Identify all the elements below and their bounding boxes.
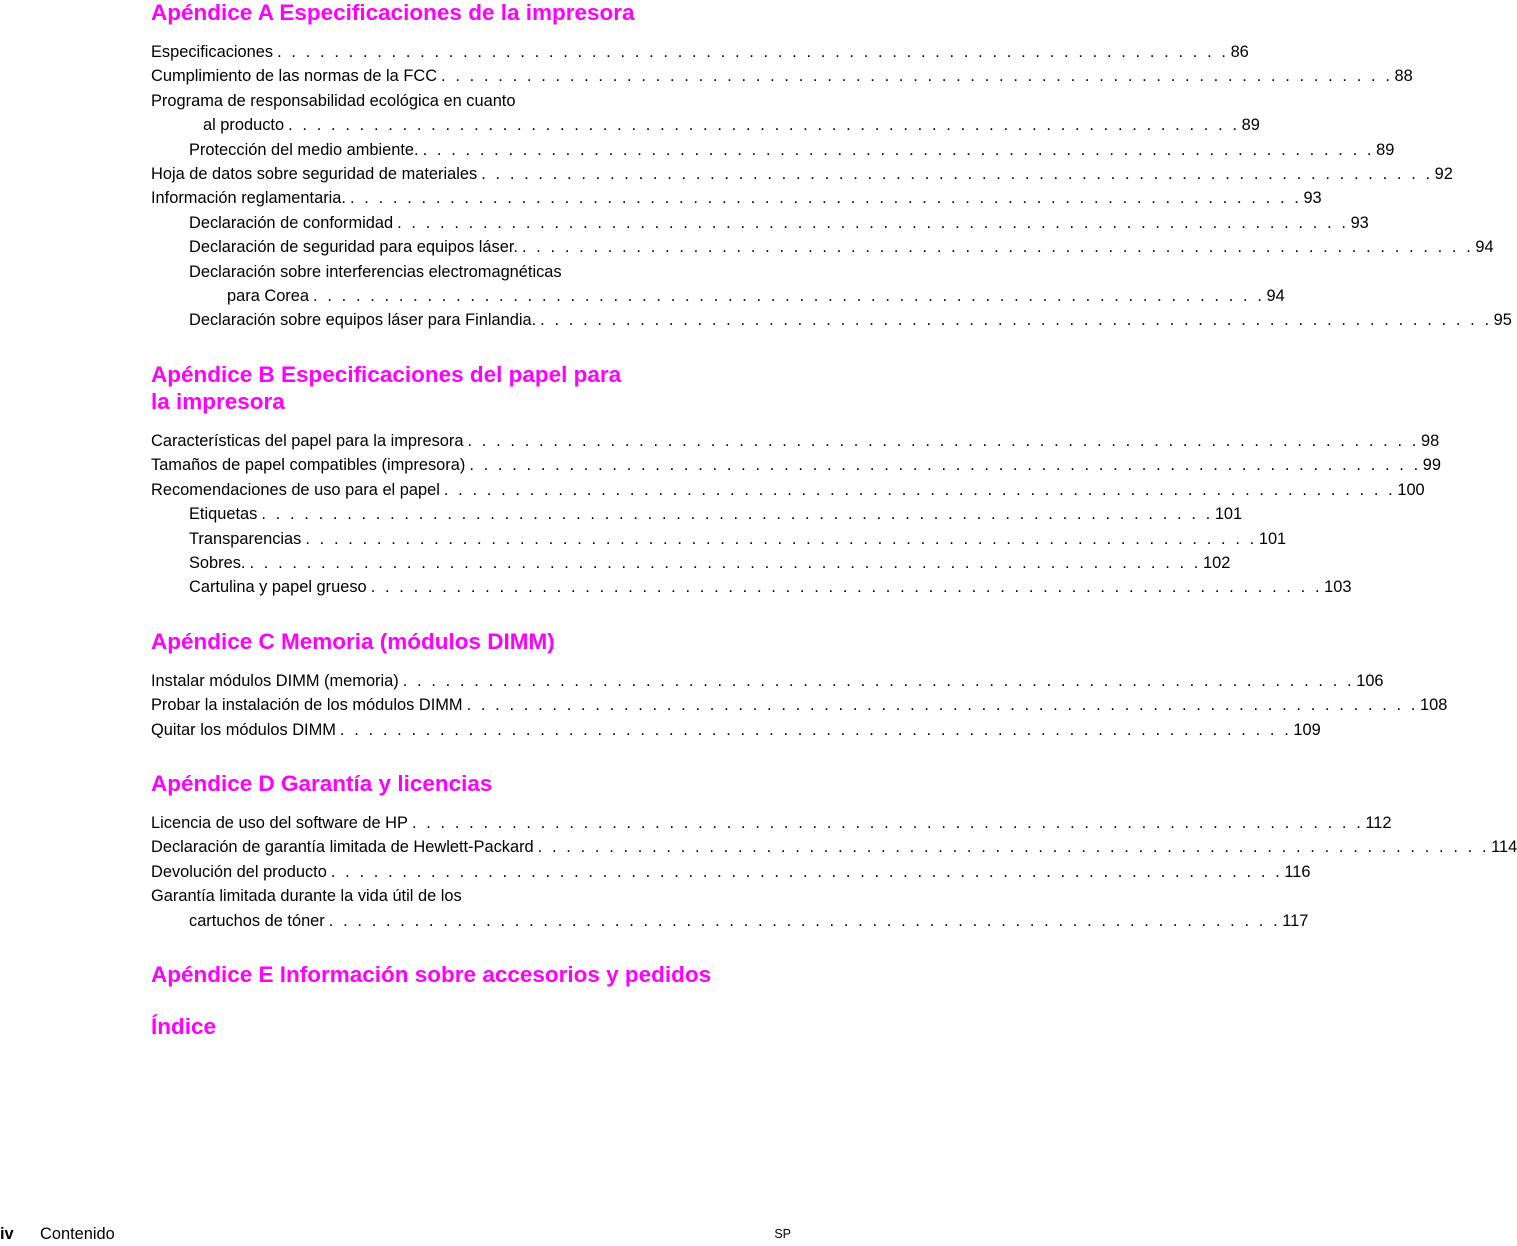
toc-section-index	[151, 1013, 778, 1040]
entry-page: 108	[1420, 696, 1448, 715]
dot-leader: . . . . . . . . . . . . . . . . . . . . . . . . . . . . . . . . . . . . . . . . . . . . . . . . . . . . . . . . . . . . . . . . . . .	[288, 116, 1240, 135]
entry-title: Quitar los módulos DIMM	[151, 720, 336, 739]
dot-leader: . . . . . . . . . . . . . . . . . . . . . . . . . . . . . . . . . . . . . . . . . . . . . . . . . . . . . . . . . . . . . . . . . . .	[370, 578, 1323, 597]
toc-entry	[151, 89, 778, 113]
dot-leader: . . . . . . . . . . . . . . . . . . . . . . . . . . . . . . . . . . . . . . . . . . . . . . . . . . . . . . . . . . . . . . . . . . .	[397, 213, 1349, 232]
entry-title: Etiquetas	[189, 505, 258, 524]
dot-leader: . . . . . . . . . . . . . . . . . . . . . . . . . . . . . . . . . . . . . . . . . . . . . . . . . . . . . . . . . . . . . . . . . . .	[277, 43, 1229, 61]
entry-page: 116	[1284, 862, 1311, 881]
entry-page: 101	[1214, 505, 1243, 524]
toc-entry[interactable]	[151, 308, 1512, 332]
dot-leader: . . . . . . . . . . . . . . . . . . . . . . . . . . . . . . . . . . . . . . . . . . . . . . . . . . . . . . . . . . . . . . . . . . .	[443, 480, 1396, 499]
entry-page: 89	[1376, 140, 1395, 159]
entry-title: Devolución del producto	[151, 862, 327, 881]
dot-leader: . . . . . . . . . . . . . . . . . . . . . . . . . . . . . . . . . . . . . . . . . . . . . . . . . . . . . . . . . . . . . . . . . . .	[481, 165, 1433, 184]
section-heading	[151, 628, 778, 655]
toc-entry[interactable]	[151, 909, 1309, 933]
entry-page: 100	[1397, 480, 1425, 499]
entry-title: Recomendaciones de uso para el papel	[151, 480, 440, 499]
toc-entries	[151, 811, 1517, 933]
toc-entry[interactable]	[151, 453, 1442, 477]
dot-leader: . . . . . . . . . . . . . . . . . . . . . . . . . . . . . . . . . . . . . . . . . . . . . . . . . . . . . . . . . . . . . . . . . . .	[402, 671, 1355, 690]
toc-entry[interactable]	[151, 284, 1285, 308]
entry-title: Características del papel para la impresora	[151, 431, 464, 450]
entry-page: 103	[1324, 578, 1352, 597]
entry-title: Declaración de conformidad	[189, 213, 394, 232]
footer-page-number: iv	[0, 1225, 14, 1243]
section-heading[interactable]	[151, 1013, 778, 1040]
toc-entry[interactable]	[151, 811, 1392, 835]
toc-entry[interactable]	[151, 235, 1494, 259]
dot-leader: . . . . . . . . . . . . . . . . . . . . . . . . . . . . . . . . . . . . . . . . . . . . . . . . . . . . . . . . . . . . . . . . . . .	[537, 838, 1490, 857]
entry-title: Licencia de uso del software de HP	[151, 813, 408, 832]
heading-line: Apéndice B Especificaciones del papel para	[151, 361, 622, 387]
entry-title: Programa de responsabilidad ecológica en cuanto	[151, 91, 516, 110]
toc-entry[interactable]	[151, 429, 1440, 453]
toc-entry[interactable]	[151, 138, 1395, 162]
entry-page: 94	[1475, 238, 1494, 257]
entry-title: al producto	[203, 116, 285, 135]
entry-title: Instalar módulos DIMM (memoria)	[151, 671, 399, 690]
toc-entry[interactable]	[151, 40, 1249, 64]
toc-entry	[151, 884, 778, 908]
dot-leader: . . . . . . . . . . . . . . . . . . . . . . . . . . . . . . . . . . . . . . . . . . . . . . . . . . . . . . . . . . . . . . . . . . .	[328, 911, 1281, 930]
heading-line: Apéndice C Memoria (módulos DIMM)	[151, 628, 555, 654]
toc-entry[interactable]	[151, 718, 1321, 742]
entry-page: 117	[1282, 911, 1309, 930]
toc-entry[interactable]	[151, 502, 1243, 526]
entry-title: Declaración de seguridad para equipos láser.	[189, 238, 518, 257]
section-heading[interactable]	[151, 961, 778, 988]
entry-title: Cumplimiento de las normas de la FCC	[151, 67, 438, 86]
entry-page: 109	[1293, 720, 1321, 739]
toc-entry[interactable]	[151, 211, 1369, 235]
entry-page: 101	[1258, 529, 1287, 548]
dot-leader: . . . . . . . . . . . . . . . . . . . . . . . . . . . . . . . . . . . . . . . . . . . . . . . . . . . . . . . . . . . . . . . . . . .	[422, 140, 1375, 159]
entry-page: 98	[1420, 431, 1440, 450]
toc-entries	[151, 40, 1512, 333]
entry-title: Información reglamentaria.	[151, 189, 346, 208]
toc-entry[interactable]	[151, 64, 1413, 88]
entry-page: 102	[1202, 553, 1231, 572]
section-heading	[151, 770, 778, 797]
entry-page: 86	[1230, 43, 1249, 61]
entry-page: 106	[1356, 671, 1384, 690]
entry-title: para Corea	[227, 287, 310, 306]
entry-title: Probar la instalación de los módulos DIMM	[151, 696, 463, 715]
section-heading	[151, 361, 778, 415]
toc-entry[interactable]	[151, 835, 1517, 859]
footer-language: SP	[774, 1227, 791, 1241]
toc-entry[interactable]	[151, 693, 1448, 717]
heading-line: la impresora	[151, 388, 285, 414]
dot-leader: . . . . . . . . . . . . . . . . . . . . . . . . . . . . . . . . . . . . . . . . . . . . . . . . . . . . . . . . . . . . . . . . . . .	[469, 456, 1421, 475]
toc-entry[interactable]	[151, 669, 1384, 693]
toc-entries	[151, 429, 1442, 600]
entry-title: Declaración sobre equipos láser para Finlandia.	[189, 311, 537, 330]
entry-page: 95	[1493, 311, 1512, 330]
entry-title: Hoja de datos sobre seguridad de materiales	[151, 165, 478, 184]
toc-section-c	[151, 628, 1448, 742]
heading-line: Apéndice A Especificaciones de la impresora	[151, 0, 635, 25]
toc-entry[interactable]	[151, 575, 1352, 599]
dot-leader: . . . . . . . . . . . . . . . . . . . . . . . . . . . . . . . . . . . . . . . . . . . . . . . . . . . . . . . . . . . . . . . . . . .	[521, 238, 1474, 257]
entry-page: 92	[1434, 165, 1453, 184]
toc-entries	[151, 669, 1448, 742]
entry-title: Sobres.	[189, 553, 246, 572]
dot-leader: . . . . . . . . . . . . . . . . . . . . . . . . . . . . . . . . . . . . . . . . . . . . . . . . . . . . . . . . . . . . . . . . . . .	[466, 696, 1419, 715]
dot-leader: . . . . . . . . . . . . . . . . . . . . . . . . . . . . . . . . . . . . . . . . . . . . . . . . . . . . . . . . . . . . . . . . . . .	[330, 862, 1283, 881]
toc-section-e	[151, 961, 778, 988]
toc-entry[interactable]	[151, 186, 1322, 210]
toc-entry[interactable]	[151, 113, 1260, 137]
entry-title: Tamaños de papel compatibles (impresora)	[151, 456, 466, 475]
entry-title: Declaración sobre interferencias electromagnéticas	[189, 262, 562, 281]
toc-section-a	[151, 0, 1512, 333]
entry-page: 93	[1350, 213, 1369, 232]
entry-page: 114	[1491, 838, 1517, 857]
entry-page: 93	[1303, 189, 1322, 208]
entry-title: cartuchos de tóner	[189, 911, 325, 930]
dot-leader: . . . . . . . . . . . . . . . . . . . . . . . . . . . . . . . . . . . . . . . . . . . . . . . . . . . . . . . . . . . . . . . . . . .	[339, 720, 1292, 739]
section-heading	[151, 0, 778, 26]
dot-leader: . . . . . . . . . . . . . . . . . . . . . . . . . . . . . . . . . . . . . . . . . . . . . . . . . . . . . . . . . . . . . . . . . . .	[411, 813, 1364, 832]
dot-leader: . . . . . . . . . . . . . . . . . . . . . . . . . . . . . . . . . . . . . . . . . . . . . . . . . . . . . . . . . . . . . . . . . . .	[305, 529, 1257, 548]
entry-title: Protección del medio ambiente.	[189, 140, 419, 159]
toc-section-b	[151, 361, 1442, 600]
entry-page: 88	[1394, 67, 1413, 86]
entry-title: Garantía limitada durante la vida útil de los	[151, 887, 462, 906]
entry-title: Transparencias	[189, 529, 302, 548]
toc-entry[interactable]	[151, 162, 1453, 186]
toc-entry	[151, 260, 778, 284]
entry-page: 99	[1422, 456, 1442, 475]
dot-leader: . . . . . . . . . . . . . . . . . . . . . . . . . . . . . . . . . . . . . . . . . . . . . . . . . . . . . . . . . . . . . . . . . . .	[441, 67, 1393, 86]
footer-title: Contenido	[40, 1225, 115, 1243]
heading-line: Apéndice E Información sobre accesorios y pedidos	[151, 961, 712, 987]
entry-page: 89	[1241, 116, 1260, 135]
toc-entry[interactable]	[151, 860, 1311, 884]
dot-leader: . . . . . . . . . . . . . . . . . . . . . . . . . . . . . . . . . . . . . . . . . . . . . . . . . . . . . . . . . . . . . . . . . . .	[261, 505, 1213, 524]
entry-page: 94	[1266, 287, 1285, 306]
dot-leader: . . . . . . . . . . . . . . . . . . . . . . . . . . . . . . . . . . . . . . . . . . . . . . . . . . . . . . . . . . . . . . . . . . .	[313, 287, 1265, 306]
table-of-contents	[151, 0, 1517, 1040]
toc-entry[interactable]	[151, 527, 1287, 551]
toc-entry[interactable]	[151, 551, 1231, 575]
entry-title: Declaración de garantía limitada de Hewlett-Packard	[151, 838, 534, 857]
dot-leader: . . . . . . . . . . . . . . . . . . . . . . . . . . . . . . . . . . . . . . . . . . . . . . . . . . . . . . . . . . . . . . . . . . .	[467, 431, 1419, 450]
dot-leader: . . . . . . . . . . . . . . . . . . . . . . . . . . . . . . . . . . . . . . . . . . . . . . . . . . . . . . . . . . . . . . . . . . .	[249, 553, 1201, 572]
heading-line: Apéndice D Garantía y licencias	[151, 770, 493, 796]
entry-page: 112	[1365, 813, 1392, 832]
dot-leader: . . . . . . . . . . . . . . . . . . . . . . . . . . . . . . . . . . . . . . . . . . . . . . . . . . . . . . . . . . . . . . . . . . .	[349, 189, 1302, 208]
entry-title: Cartulina y papel grueso	[189, 578, 367, 597]
toc-entry[interactable]	[151, 478, 1425, 502]
dot-leader: . . . . . . . . . . . . . . . . . . . . . . . . . . . . . . . . . . . . . . . . . . . . . . . . . . . . . . . . . . . . . . . . . . .	[540, 311, 1492, 330]
entry-title: Especificaciones	[151, 43, 274, 61]
page-footer	[0, 1222, 794, 1246]
heading-line: Índice	[151, 1013, 217, 1039]
toc-section-d	[151, 770, 1517, 933]
